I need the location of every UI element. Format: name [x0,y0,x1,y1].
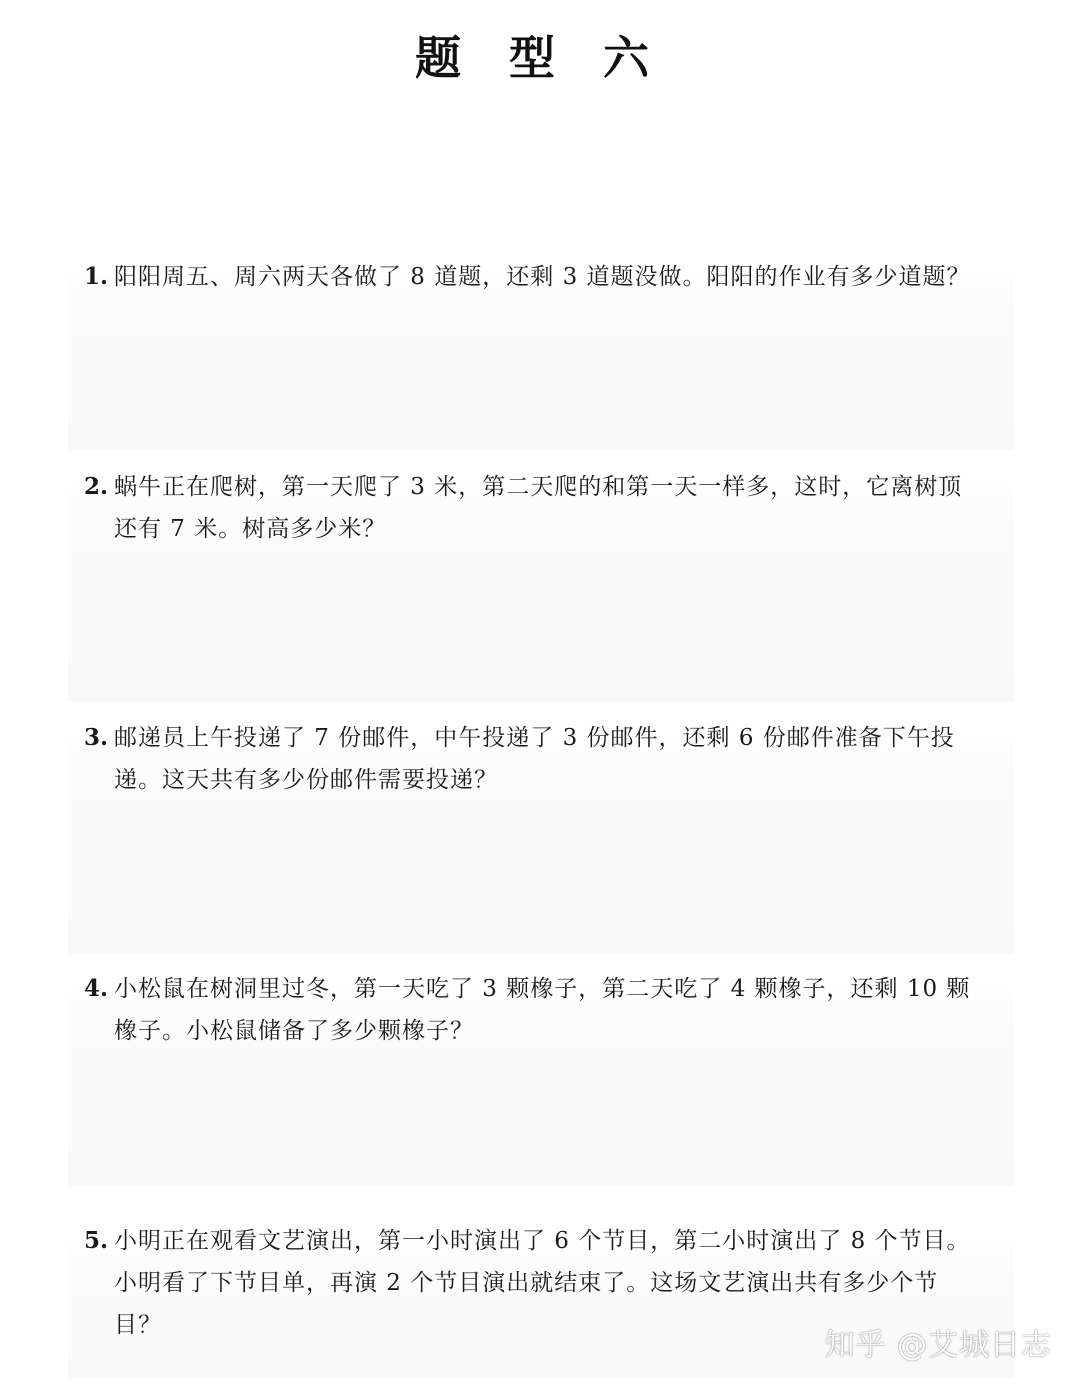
question-text: 蜗牛正在爬树，第一天爬了 3 米，第二天爬的和第一天一样多，这时，它离树顶还有 7 米。树高多少米？ [114,474,963,542]
question-2 [84,466,984,550]
question-text: 阳阳周五、周六两天各做了 8 道题，还剩 3 道题没做。阳阳的作业有多少道题？ [114,264,971,290]
question-4 [84,968,984,1052]
watermark: 知乎 @艾城日志 [824,1328,1052,1363]
question-number: 5. [84,1227,109,1254]
page-title: 题 型 六 [414,31,666,85]
question-number: 3. [84,724,109,751]
question-text: 小明正在观看文艺演出，第一小时演出了 6 个节目，第二小时演出了 8 个节目。小明看了下节目单，再演 2 个节目演出就结束了。这场文艺演出共有多少个节目？ [114,1228,971,1338]
question-3 [84,717,984,801]
question-number: 1. [84,263,109,290]
question-text: 邮递员上午投递了 7 份邮件，中午投递了 3 份邮件，还剩 6 份邮件准备下午投递。这天共有多少份邮件需要投递？ [114,725,955,793]
question-number: 4. [84,975,109,1002]
question-1 [84,256,984,298]
question-number: 2. [84,473,109,500]
question-text: 小松鼠在树洞里过冬，第一天吃了 3 颗橡子，第二天吃了 4 颗橡子，还剩 10 颗橡子。小松鼠储备了多少颗橡子？ [114,976,971,1044]
